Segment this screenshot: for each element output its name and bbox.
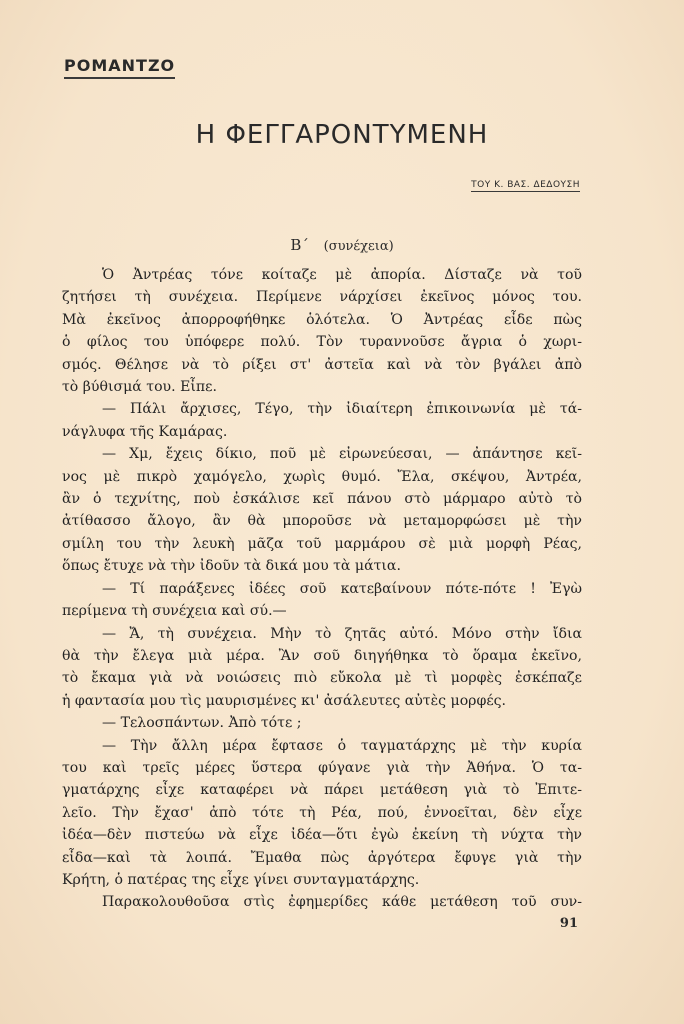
text-line: — Πάλι ἄρχισες, Τέγο, τὴν ἰδιαίτερη ἐπικοινωνία μὲ τά- bbox=[102, 401, 582, 418]
text-line: — Τελοσπάντων. Ἀπὸ τότε ; bbox=[102, 715, 302, 732]
text-line: νος μὲ πικρὸ χαμόγελο, χωρὶς θυμό. Ἔλα, σκέψου, Ἀντρέα, bbox=[62, 468, 582, 485]
continued-label: (συνέχεια) bbox=[323, 239, 394, 254]
text-line: — Τί παράξενες ἰδέες σοῦ κατεβαίνουν πότε-πότε ! Ἐγὼ bbox=[102, 580, 582, 597]
text-line: εἶδα—καὶ τὰ λοιπά. Ἔμαθα πὼς ἀργότερα ἔφυγε γιὰ τὴν bbox=[62, 849, 582, 866]
text-line: περίμενα τὴ συνέχεια καὶ σύ.— bbox=[62, 603, 287, 620]
text-line: ἀτίθασσο ἄλογο, ἂν θὰ μποροῦσε νὰ μεταμορφώσει μὲ τὴν bbox=[62, 513, 582, 530]
text-line: τὸ βύθισμά του. Εἶπε. bbox=[62, 379, 217, 396]
text-line: ἰδέα—δὲν πιστεύω νὰ εἶχε ἰδέα—ὅτι ἐγὼ ἐκείνη τὴ νύχτα τὴν bbox=[62, 827, 582, 844]
text-line: του καὶ τρεῖς μέρες ὕστερα φύγανε γιὰ τὴν Ἀθήνα. Ὁ τα- bbox=[62, 759, 582, 776]
text-line: γματάρχης εἶχε καταφέρει νὰ πάρει μετάθεση γιὰ τὸ Ἐπιτε- bbox=[62, 782, 582, 799]
part-heading bbox=[0, 236, 684, 254]
part-number: Β΄ bbox=[290, 236, 309, 254]
text-line: θὰ τὴν ἔλεγα μιὰ μέρα. Ἂν σοῦ διηγήθηκα τὸ ὅραμα ἐκεῖνο, bbox=[62, 647, 582, 664]
text-line: ἡ φαντασία μου τὶς μαυρισμένες κι' ἀσάλευτες αὐτὲς μορφές. bbox=[62, 692, 507, 709]
text-line: — Τὴν ἄλλη μέρα ἔφτασε ὁ ταγματάρχης μὲ τὴν κυρία bbox=[102, 737, 582, 754]
text-line: ὁ φίλος του ὑπόφερε πολύ. Τὸν τυραννοῦσε ἄγρια ὁ χωρι- bbox=[62, 334, 582, 351]
page-number: 91 bbox=[559, 916, 578, 931]
article-body bbox=[62, 264, 582, 914]
text-line: — Χμ, ἔχεις δίκιο, ποῦ μὲ εἰρωνεύεσαι, — ἀπάντησε κεῖ- bbox=[102, 446, 582, 463]
text-line: ὅπως ἔτυχε νὰ τὴν ἰδοῦν τὰ δικά μου τὰ μάτια. bbox=[62, 558, 401, 575]
text-line: σμίλη του τὴν λευκὴ μᾶζα τοῦ μαρμάρου σὲ μιὰ μορφὴ Ρέας, bbox=[62, 535, 582, 552]
text-line: τὸ ἔκαμα γιὰ νὰ νοιώσεις πιὸ εὔκολα μὲ τὶ μορφὲς ἐσκέπαζε bbox=[62, 670, 582, 687]
text-line: Κρήτη, ὁ πατέρας της εἶχε γίνει συνταγματάρχης. bbox=[62, 871, 420, 888]
text-line: ἂν ὁ τεχνίτης, ποὺ ἐσκάλισε κεῖ πάνου στὸ μάρμαρο αὐτὸ τὸ bbox=[62, 491, 582, 508]
article-title: Η ΦΕΓΓΑΡΟΝΤΥΜΕΝΗ bbox=[195, 120, 489, 150]
text-line: νάγλυφα τῆς Καμάρας. bbox=[62, 423, 228, 440]
text-line: σμός. Θέλησε νὰ τὸ ρίξει στ' ἀστεῖα καὶ νὰ τὸν βγάλει ἀπὸ bbox=[62, 356, 582, 373]
text-line: — Ἄ, τὴ συνέχεια. Μὴν τὸ ζητᾶς αὐτό. Μόνο στὴν ἴδια bbox=[102, 625, 582, 642]
text-line: λεῖο. Τὴν ἔχασ' ἀπὸ τότε τὴ Ρέα, πού, ἐννοεῖται, δὲν εἶχε bbox=[62, 804, 582, 821]
section-header: ΡΟΜΑΝΤΖΟ bbox=[64, 56, 175, 79]
text-line: Μὰ ἐκεῖνος ἀπορροφήθηκε ὁλότελα. Ὁ Ἀντρέας εἶδε πὼς bbox=[62, 311, 582, 328]
author-byline: ΤΟΥ Κ. ΒΑΣ. ΔΕΔΟΥΣΗ bbox=[471, 180, 580, 190]
text-line: Ὁ Ἀντρέας τόνε κοίταζε μὲ ἀπορία. Δίσταζε νὰ τοῦ bbox=[102, 267, 582, 283]
text-line: Παρακολουθοῦσα στὶς ἐφημερίδες κάθε μετάθεση τοῦ συν- bbox=[102, 894, 582, 911]
text-line: ζητήσει τὴ συνέχεια. Περίμενε νάρχίσει ἐκεῖνος μόνος του. bbox=[62, 289, 582, 306]
